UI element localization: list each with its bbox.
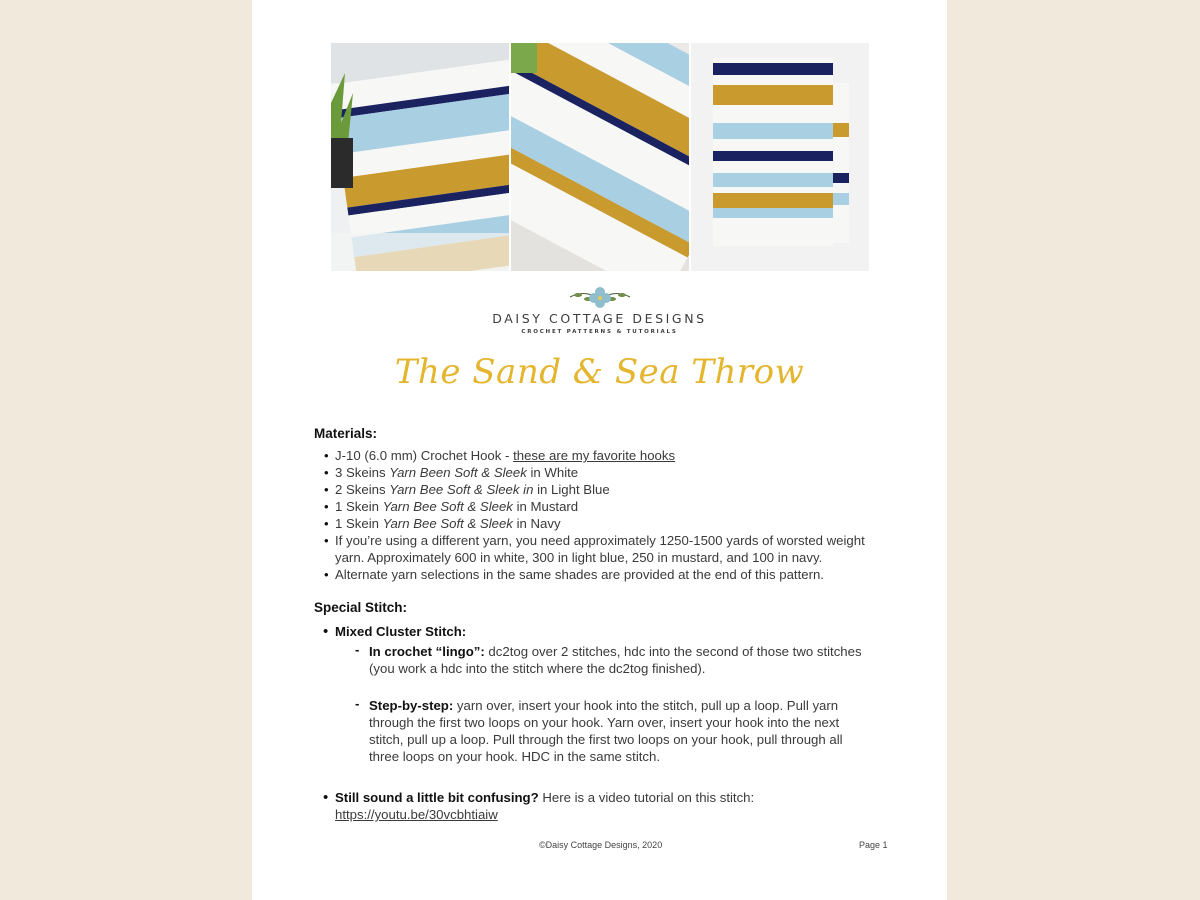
yarn-name: Yarn Bee Soft & Sleek in <box>389 482 538 497</box>
list-item-text: in White <box>526 465 579 480</box>
list-item-text: in Mustard <box>512 499 579 514</box>
list-item: • Alternate yarn selections in the same shades are provided at the end of this pattern. <box>314 566 884 583</box>
page-number: Page 1 <box>859 840 888 850</box>
list-item: • If you’re using a different yarn, you need approximately 1250-1500 yards of worsted weight yarn. Approximately 600 in white, 300 in light blue, 250 in mustard, and 100 in navy. <box>314 532 884 566</box>
video-tutorial-link[interactable]: https://youtu.be/30vcbhtiaiw <box>335 807 498 822</box>
lingo-text: dc2tog over 2 stitches, hdc into the second of those two stitches (you work a hdc into the stitch where the dc2tog finished). <box>369 644 862 676</box>
step-by-step-item <box>314 697 869 765</box>
favorite-hooks-link[interactable]: these are my favorite hooks <box>513 448 676 463</box>
yarn-name: Yarn Been Soft & Sleek <box>389 465 527 480</box>
list-item <box>314 481 884 498</box>
list-item <box>314 515 884 532</box>
brand-logo <box>252 286 947 335</box>
lingo-item <box>314 643 869 677</box>
list-item-text: 3 Skeins <box>335 465 390 480</box>
list-item-text: 1 Skein <box>335 516 383 531</box>
confusing-label: Still sound a little bit confusing? <box>335 790 539 805</box>
pattern-title: The Sand & Sea Throw <box>394 352 805 392</box>
list-item <box>314 623 884 640</box>
step-label: Step-by-step: <box>369 698 454 713</box>
special-stitch-heading: Special Stitch: <box>314 600 408 615</box>
pattern-content <box>314 425 884 823</box>
photo-strip <box>331 43 869 271</box>
blanket-photo-right <box>691 43 869 271</box>
list-item-text: 1 Skein <box>335 499 383 514</box>
brand-name: DAISY COTTAGE DESIGNS <box>492 311 707 326</box>
materials-heading: Materials: <box>314 426 378 441</box>
list-item <box>314 464 884 481</box>
step-text: yarn over, insert your hook into the stitch, pull up a loop. Pull yarn through the first two loops on your hook. Yarn over, insert your hook into the next stitch, pull up a loop. Pull through the first two loops on your hook, pull through all three loops on your hook. HDC in the same stitch. <box>369 698 843 764</box>
document-page <box>252 0 947 900</box>
lingo-label: In crochet “lingo”: <box>369 644 485 659</box>
list-item <box>314 498 884 515</box>
brand-tagline: CROCHET PATTERNS & TUTORIALS <box>521 329 678 335</box>
list-item-text: 2 Skeins <box>335 482 390 497</box>
yarn-name: Yarn Bee Soft & Sleek <box>382 499 513 514</box>
blanket-photo-left <box>331 43 509 271</box>
list-item <box>314 789 855 823</box>
copyright-footer: ©Daisy Cottage Designs, 2020 <box>539 840 663 850</box>
blanket-photo-middle <box>511 43 689 271</box>
confusing-text: Here is a video tutorial on this stitch: <box>538 790 755 805</box>
yarn-name: Yarn Bee Soft & Sleek <box>382 516 513 531</box>
list-item-text: in Light Blue <box>537 482 610 497</box>
list-item-text: in Navy <box>512 516 561 531</box>
stitch-name: Mixed Cluster Stitch: <box>335 624 467 639</box>
flower-logo-icon <box>568 286 632 308</box>
list-item <box>314 447 884 464</box>
materials-list <box>314 447 884 583</box>
list-item-text: J-10 (6.0 mm) Crochet Hook - <box>335 448 514 463</box>
